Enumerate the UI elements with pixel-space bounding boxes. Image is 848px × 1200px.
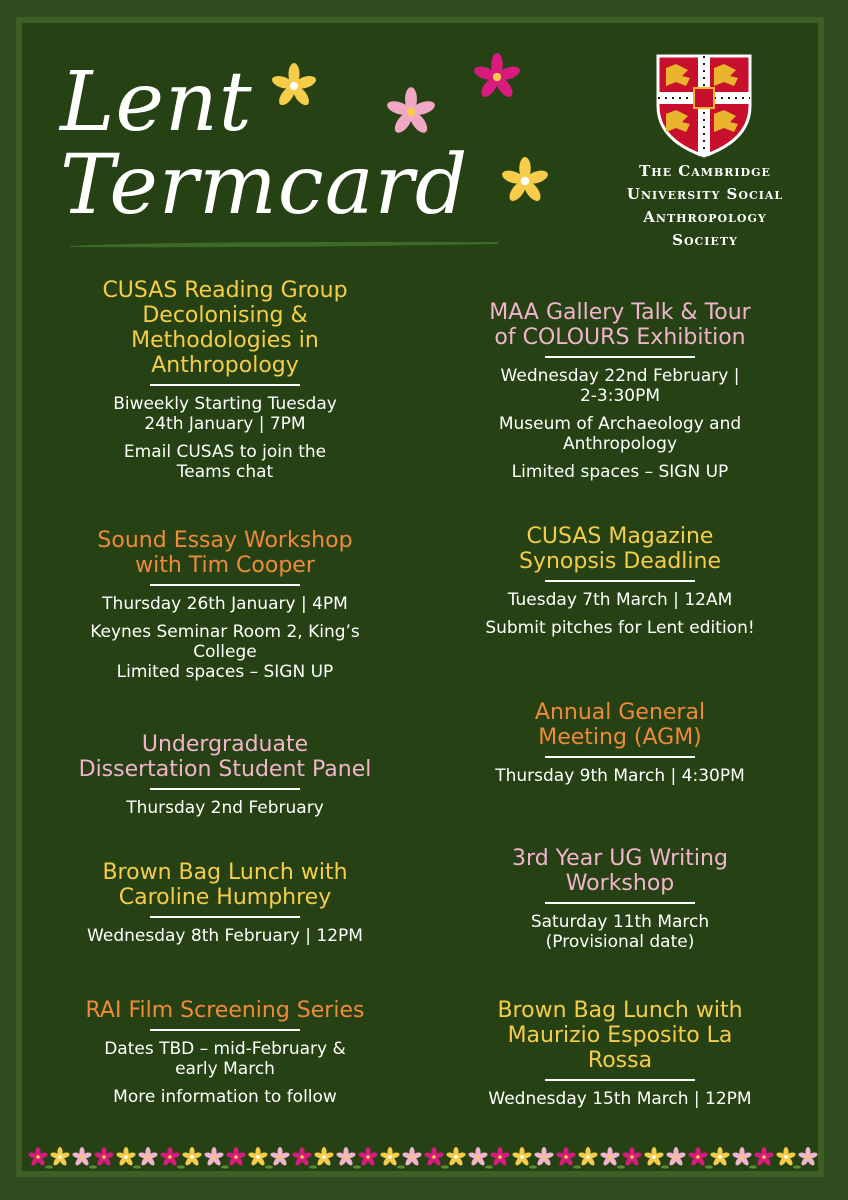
event-detail-line: College (193, 642, 257, 662)
border-flower-icon (72, 1147, 97, 1169)
event-title-line: Dissertation Student Panel (78, 757, 372, 782)
border-flower-icon (50, 1147, 71, 1167)
event-left-3 (60, 860, 390, 946)
pink-flower-icon (385, 86, 437, 138)
event-left-0 (60, 278, 390, 482)
magenta-flower-icon (472, 52, 522, 102)
event-title (60, 528, 390, 578)
event-detail-line: Anthropology (562, 434, 678, 454)
border-flower-icon (204, 1147, 229, 1169)
event-right-3 (455, 846, 785, 952)
event-detail-line: Teams chat (176, 462, 274, 482)
event-title (60, 278, 390, 378)
society-name-line: University Social (626, 185, 784, 203)
border-flower-icon (446, 1147, 467, 1167)
event-detail-line: Submit pitches for Lent edition! (485, 618, 755, 638)
border-flower-icon (468, 1147, 493, 1169)
border-flower-icon (292, 1147, 317, 1169)
border-flower-icon (622, 1147, 643, 1167)
title-line-lent: Lent (60, 55, 253, 150)
event-left-4 (60, 998, 390, 1107)
event-detail-line: Dates TBD – mid-February & (104, 1039, 346, 1059)
event-title (455, 524, 785, 574)
border-flower-icon (182, 1147, 203, 1167)
event-divider (545, 1079, 695, 1081)
event-title-line: Maurizio Esposito La (507, 1023, 733, 1048)
border-flower-icon (94, 1147, 115, 1167)
event-divider (150, 788, 300, 790)
event-detail-line: Wednesday 15th March | 12PM (488, 1089, 752, 1109)
event-title (60, 860, 390, 910)
event-detail-line: early March (175, 1059, 275, 1079)
flower-border-strip (26, 1142, 822, 1172)
event-title-line: Annual General (534, 700, 706, 725)
event-left-2 (60, 732, 390, 818)
event-detail-line: Biweekly Starting Tuesday (113, 394, 337, 414)
event-title (455, 846, 785, 896)
event-title-line: Anthropology (151, 353, 299, 378)
spacer (455, 610, 785, 618)
spacer (60, 614, 390, 622)
event-divider (150, 584, 300, 586)
cambridge-crest-logo (656, 54, 752, 158)
border-flower-icon (556, 1147, 581, 1169)
event-title-line: Brown Bag Lunch with (102, 860, 348, 885)
event-title-line: MAA Gallery Talk & Tour (489, 300, 751, 325)
spacer (60, 1079, 390, 1087)
border-flower-icon (270, 1147, 291, 1167)
event-title-line: of COLOURS Exhibition (494, 325, 746, 350)
event-detail-line: Thursday 2nd February (126, 798, 324, 818)
border-flower-icon (754, 1147, 775, 1167)
event-title-line: with Tim Cooper (135, 553, 315, 578)
border-flower-icon (314, 1147, 335, 1167)
event-detail-line: Thursday 26th January | 4PM (102, 594, 348, 614)
event-title (455, 700, 785, 750)
border-flower-icon (248, 1147, 273, 1169)
event-detail-line: 24th January | 7PM (144, 414, 306, 434)
border-flower-icon (160, 1147, 185, 1169)
event-title-line: RAI Film Screening Series (85, 998, 365, 1023)
event-title-line: Caroline Humphrey (118, 885, 332, 910)
border-flower-icon (380, 1147, 405, 1169)
border-flower-icon (28, 1147, 53, 1169)
border-flower-icon (644, 1147, 669, 1169)
event-detail-line: Tuesday 7th March | 12AM (507, 590, 733, 610)
event-title-line: Brown Bag Lunch with (497, 998, 743, 1023)
event-detail-line: Keynes Seminar Room 2, King’s (90, 622, 360, 642)
border-flower-icon (138, 1147, 159, 1167)
event-title-line: Sound Essay Workshop (97, 528, 353, 553)
event-detail-line: Saturday 11th March (530, 912, 710, 932)
event-title (60, 732, 390, 782)
yellow-flower-icon (270, 62, 318, 110)
event-divider (150, 916, 300, 918)
society-name-line: Society (672, 231, 738, 249)
event-title-line: Decolonising & (142, 303, 308, 328)
event-title-line: Rossa (587, 1048, 653, 1073)
event-title-line: CUSAS Reading Group (102, 278, 348, 303)
event-detail-line: 2-3:30PM (579, 386, 661, 406)
yellow-flower-icon (500, 156, 550, 206)
border-flower-icon (688, 1147, 713, 1169)
event-detail-line: (Provisional date) (545, 932, 695, 952)
event-title (455, 998, 785, 1073)
border-flower-icon (226, 1147, 247, 1167)
border-flower-icon (600, 1147, 625, 1169)
border-flower-icon (798, 1147, 819, 1167)
event-title-line: CUSAS Magazine (526, 524, 714, 549)
society-name-line: The Cambridge (639, 162, 771, 180)
spacer (455, 406, 785, 414)
title-line-termcard: Termcard (60, 138, 469, 233)
event-detail-line: Wednesday 8th February | 12PM (87, 926, 363, 946)
border-flower-icon (358, 1147, 379, 1167)
event-detail-line: Wednesday 22nd February | (500, 366, 740, 386)
event-right-4 (455, 998, 785, 1109)
event-divider (545, 580, 695, 582)
event-right-1 (455, 524, 785, 638)
society-name-line: Anthropology (643, 208, 767, 226)
event-title-line: Synopsis Deadline (518, 549, 721, 574)
event-divider (150, 384, 300, 386)
event-left-1 (60, 528, 390, 682)
event-title-line: 3rd Year UG Writing (512, 846, 728, 871)
event-title-line: Methodologies in (131, 328, 319, 353)
event-right-2 (455, 700, 785, 786)
event-divider (150, 1029, 300, 1031)
event-detail-line: Museum of Archaeology and (498, 414, 742, 434)
border-flower-icon (534, 1147, 555, 1167)
spacer (60, 434, 390, 442)
event-detail-line: Thursday 9th March | 4:30PM (495, 766, 745, 786)
event-title (455, 300, 785, 350)
society-name (600, 160, 810, 252)
event-detail-line: Email CUSAS to join the (123, 442, 327, 462)
border-flower-icon (490, 1147, 511, 1167)
event-title-line: Undergraduate (141, 732, 309, 757)
border-flower-icon (512, 1147, 537, 1169)
event-divider (545, 756, 695, 758)
spacer (455, 454, 785, 462)
border-flower-icon (116, 1147, 141, 1169)
event-detail-line: Limited spaces – SIGN UP (116, 662, 334, 682)
border-flower-icon (710, 1147, 731, 1167)
title-underline-brush (70, 240, 498, 248)
event-divider (545, 902, 695, 904)
border-flower-icon (732, 1147, 757, 1169)
event-title-line: Workshop (565, 871, 675, 896)
border-flower-icon (336, 1147, 361, 1169)
event-title (60, 998, 390, 1023)
event-title-line: Meeting (AGM) (538, 725, 702, 750)
border-flower-icon (578, 1147, 599, 1167)
border-flower-icon (424, 1147, 449, 1169)
event-right-0 (455, 300, 785, 482)
border-flower-icon (776, 1147, 801, 1169)
border-flower-icon (666, 1147, 687, 1167)
event-detail-line: Limited spaces – SIGN UP (511, 462, 729, 482)
event-divider (545, 356, 695, 358)
border-flower-icon (402, 1147, 423, 1167)
event-detail-line: More information to follow (113, 1087, 337, 1107)
